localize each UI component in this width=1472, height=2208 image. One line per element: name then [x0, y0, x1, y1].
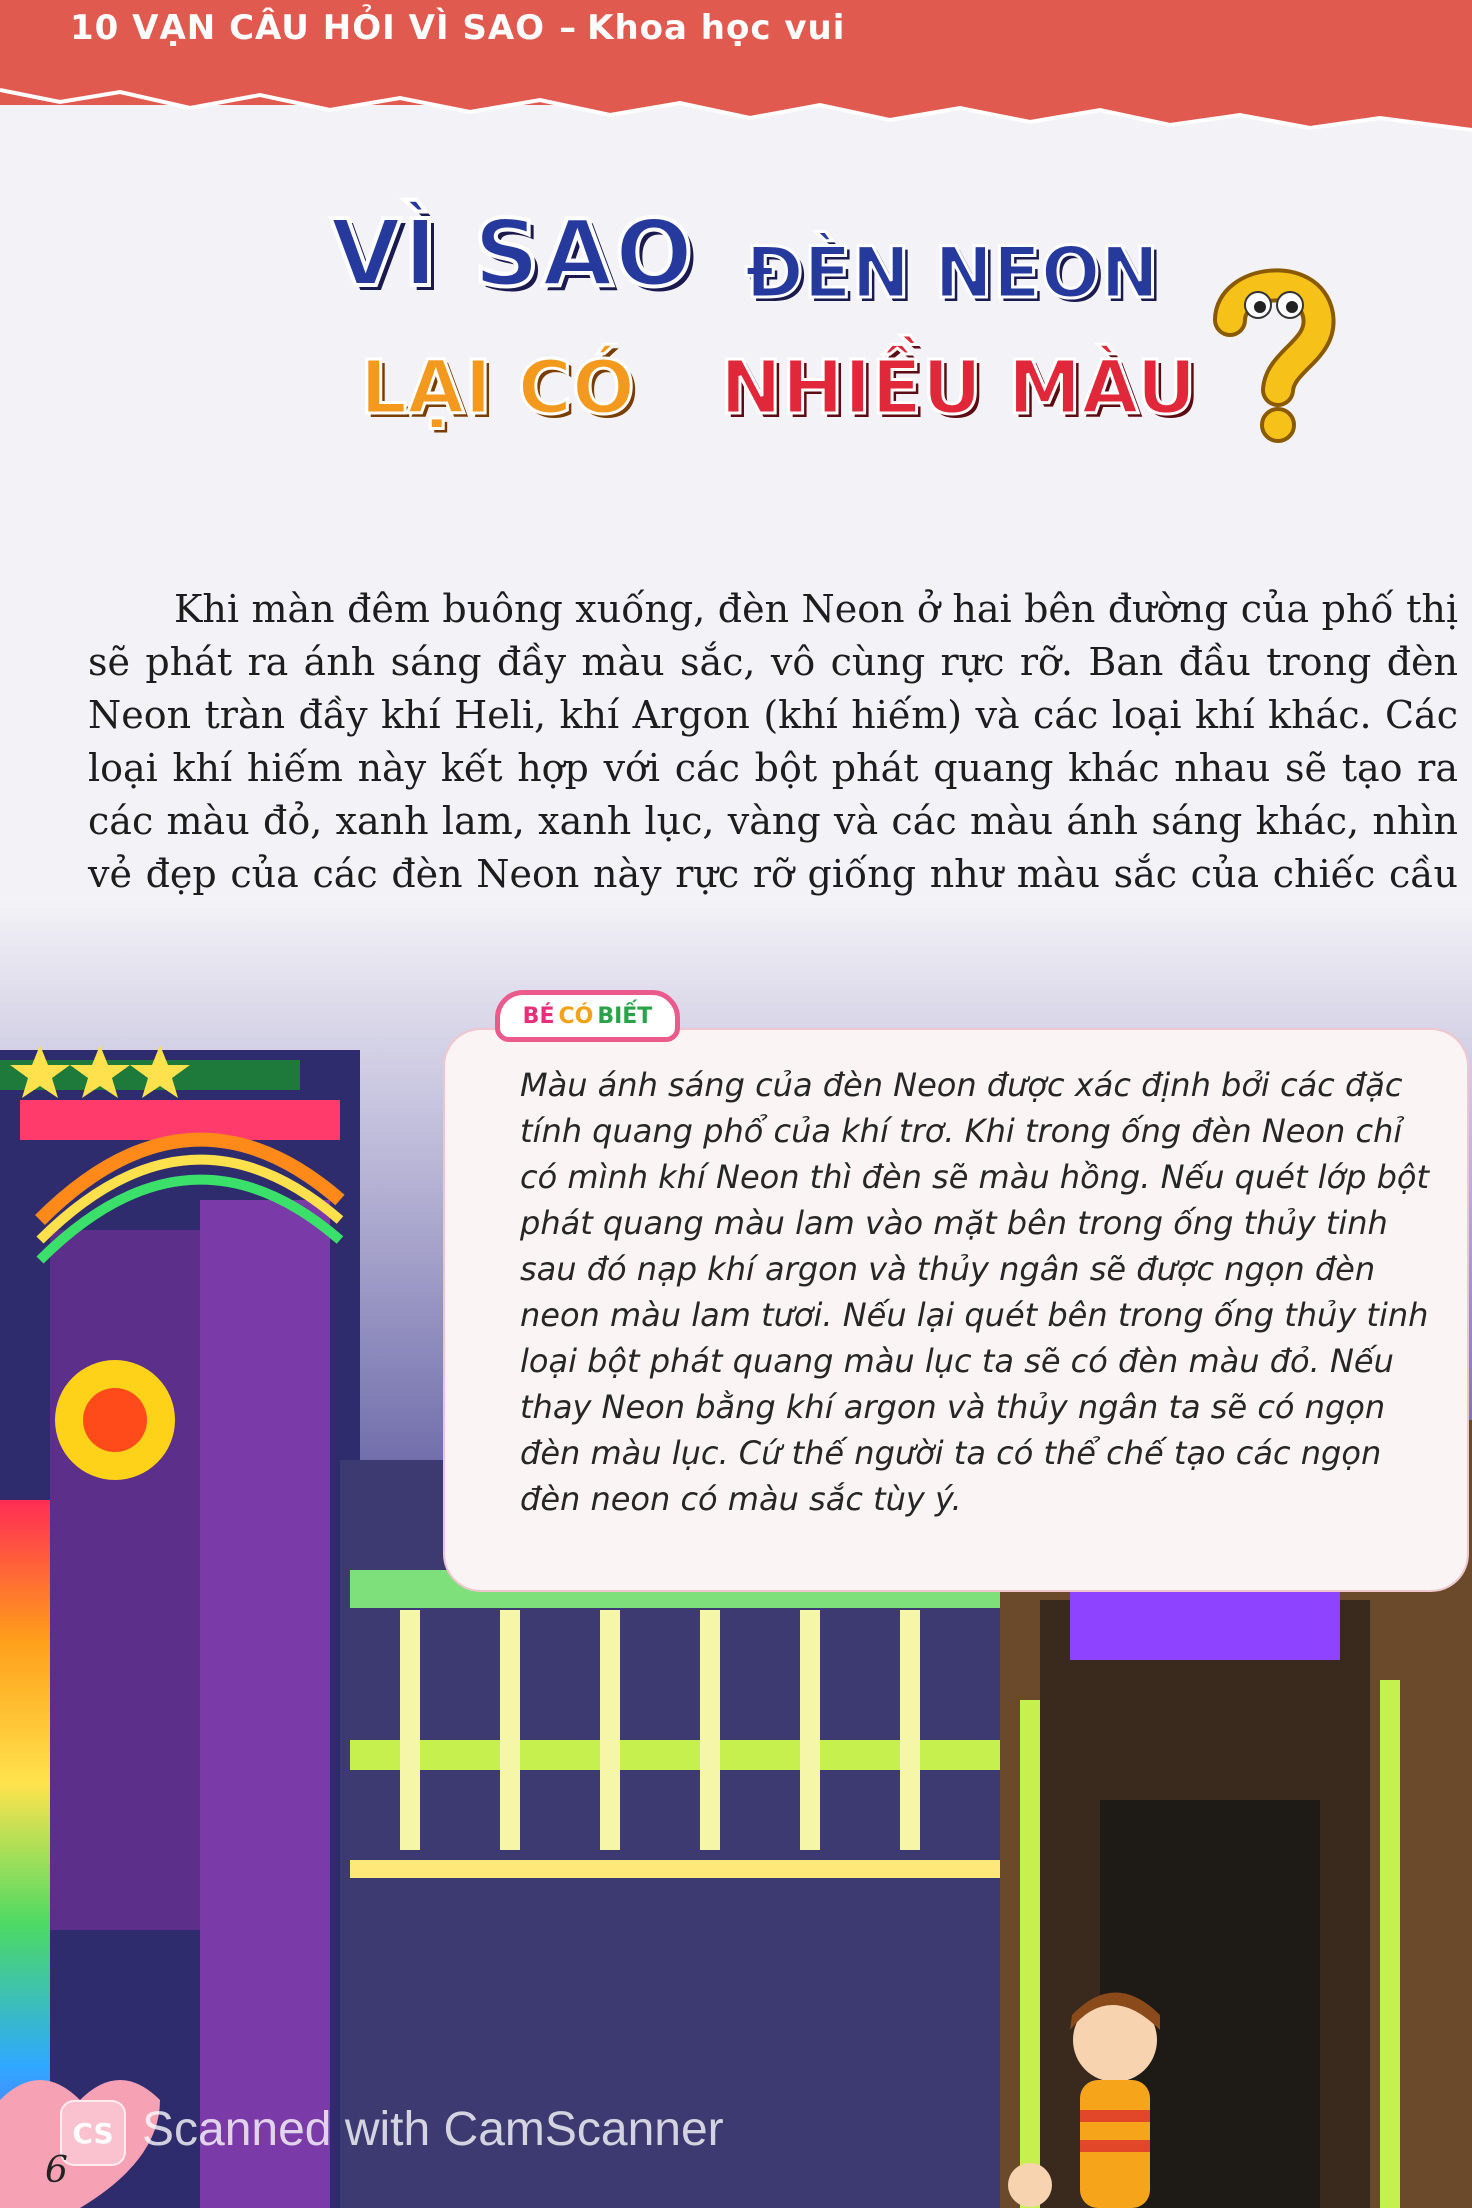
did-you-know-text: Màu ánh sáng của đèn Neon được xác định bởi các đặc tính quang phổ của khí trơ. Khi trong ống đèn Neon chỉ có mình khí Neon thì đèn sẽ màu hồng. Nếu quét lớp bột phát quang màu lam vào mặt bên trong ống thủy tinh sau đó nạp khí argon và thủy ngân sẽ được ngọn đèn neon màu lam tươi. Nếu lại quét bên trong ống thủy tinh loại bột phát quang màu lục ta sẽ có đèn màu đỏ. Nếu thay Neon bằng khí argon và thủy ngân ta sẽ có ngọn đèn màu lục. Cứ thế người ta có thể chế tạo các ngọn đèn neon có màu sắc tùy ý. — [520, 1066, 1430, 1518]
page-number: 6 — [45, 2150, 68, 2191]
title-part-den-neon: ĐÈN NEON — [745, 232, 1159, 314]
did-you-know-tab — [495, 990, 680, 1042]
left-neon-tower — [0, 1045, 360, 2208]
question-mark-mascot-icon — [1200, 265, 1340, 445]
title-part-lai-co: LẠI CÓ — [360, 345, 635, 431]
series-name: 10 VẠN CÂU HỎI VÌ SAO — [70, 8, 546, 48]
tab-word-be: BÉ — [522, 1003, 555, 1029]
camscanner-logo-icon: CS — [60, 2100, 126, 2166]
series-title — [70, 8, 845, 48]
tab-word-biet: BIẾT — [597, 1003, 653, 1029]
series-subtitle: Khoa học vui — [587, 8, 846, 48]
scanner-watermark: Scanned with CamScanner — [142, 2103, 724, 2156]
torn-paper-edge — [0, 70, 1472, 140]
series-separator: – — [559, 8, 578, 48]
body-paragraph: Khi màn đêm buông xuống, đèn Neon ở hai bên đường của phố thị sẽ phát ra ánh sáng đầy màu sắc, vô cùng rực rỡ. Ban đầu trong đèn Neon tràn đầy khí Heli, khí Argon (khí hiếm) và các loại khí khác. Các loại khí hiếm này kết hợp với các bột phát quang khác nhau sẽ tạo ra các màu đỏ, xanh lam, xanh lục, vàng và các màu ánh sáng khác, nhìn vẻ đẹp của các đèn Neon này rực rỡ giống như màu sắc của chiếc cầu — [88, 587, 1458, 896]
tab-word-co: CÓ — [558, 1003, 594, 1029]
title-part-nhieu-mau: NHIỀU MÀU — [720, 345, 1197, 431]
title-part-vi-sao: VÌ SAO — [330, 200, 696, 307]
